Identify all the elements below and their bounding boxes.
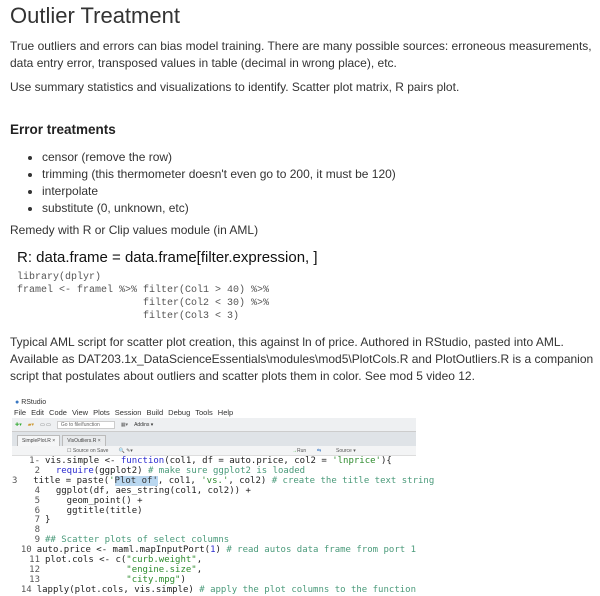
menu-build[interactable]: Build bbox=[146, 408, 164, 417]
line-number: 13 bbox=[29, 574, 40, 585]
code-token: geom_point() + bbox=[45, 495, 143, 506]
code-token: # read autos data frame from port 1 bbox=[226, 545, 416, 556]
list-item: • substitute (0, unknown, etc) bbox=[42, 200, 396, 217]
code-token: Plot of' bbox=[114, 475, 158, 486]
window-title-text: RStudio bbox=[21, 399, 47, 406]
main-toolbar bbox=[12, 418, 416, 432]
line-number: 4 bbox=[34, 485, 40, 496]
code-token: ggtitle(title) bbox=[45, 505, 143, 516]
addins-button[interactable]: Addins ▾ bbox=[134, 421, 154, 428]
rstudio-logo-icon: ● bbox=[15, 399, 20, 406]
code-line bbox=[12, 586, 416, 596]
line-number: 9 bbox=[34, 535, 40, 546]
run-label: Run bbox=[297, 447, 307, 454]
menu-plots[interactable]: Plots bbox=[93, 408, 110, 417]
page-title: Outlier Treatment bbox=[10, 3, 180, 28]
code-token: ' bbox=[109, 475, 115, 486]
open-project-icon[interactable]: ▰▾ bbox=[27, 421, 35, 428]
goto-input[interactable]: Go to file/function bbox=[57, 421, 115, 429]
code-token: require bbox=[55, 465, 94, 476]
code-token: , bbox=[196, 555, 203, 566]
code-token: plot.cols <- c( bbox=[45, 555, 127, 566]
code-token: vis.simple <- bbox=[45, 456, 121, 466]
code-token bbox=[45, 466, 56, 476]
code-token bbox=[45, 565, 126, 575]
code-editor[interactable] bbox=[12, 456, 435, 596]
code-token: ){ bbox=[380, 456, 392, 466]
code-token: lapply(plot.cols, vis.simple) bbox=[36, 584, 200, 595]
code-token: "engine.size" bbox=[126, 564, 197, 575]
new-file-icon[interactable]: ✚▾ bbox=[15, 421, 22, 428]
code-token: (col1, df = auto.price, col2 = bbox=[164, 456, 333, 466]
code-token: auto.price <- maml.mapInputPort( bbox=[36, 545, 211, 556]
rstudio-screenshot bbox=[12, 398, 435, 595]
editor-toolbar bbox=[12, 446, 416, 456]
menu-tools[interactable]: Tools bbox=[195, 408, 213, 417]
menu-help[interactable]: Help bbox=[217, 408, 234, 417]
line-number: 7 bbox=[34, 515, 40, 526]
r-code-block: library(dplyr) framel <- framel %>% filter(Col1 > 40) %>% filter(Col2 < 30) %>% filter(Col3 < 3) bbox=[17, 272, 270, 322]
code-token: # apply the plot columns to the function bbox=[199, 584, 416, 595]
line-number: 11 bbox=[29, 555, 40, 566]
line-number: 14 bbox=[20, 584, 32, 595]
list-item: • interpolate bbox=[42, 183, 396, 200]
line-number: 3 bbox=[12, 475, 18, 486]
grid-icon[interactable]: ▦▾ bbox=[120, 421, 129, 428]
line-number: 12 bbox=[29, 564, 40, 575]
code-token: # create the title text string bbox=[271, 475, 435, 486]
menu-file[interactable]: File bbox=[14, 408, 27, 417]
editor-tabs bbox=[12, 432, 416, 446]
code-token: ggplot(df, aes_string(col1, col2)) + bbox=[45, 485, 251, 496]
line-number: 6 bbox=[34, 505, 40, 516]
line-number: 2 bbox=[34, 465, 40, 476]
line-number: 10 bbox=[20, 545, 32, 556]
code-token: 'vs.' bbox=[201, 475, 229, 486]
code-token: "city.mpg" bbox=[126, 574, 181, 585]
tab-visoutliers[interactable]: VisOutliers.R × bbox=[62, 435, 105, 446]
run-button[interactable] bbox=[292, 448, 306, 454]
code-token: 'lnprice' bbox=[332, 456, 381, 466]
code-token: ) bbox=[180, 574, 186, 585]
code-token: } bbox=[45, 515, 51, 526]
menu-code[interactable]: Code bbox=[49, 408, 67, 417]
code-token: , bbox=[196, 564, 203, 575]
r-syntax-heading: R: data.frame = data.frame[filter.expression, ] bbox=[17, 249, 318, 266]
code-token bbox=[45, 575, 126, 585]
script-paragraph: Typical AML script for scatter plot creation, this against ln of price. Authored in RStudio, pasted into AML. Available as DAT203.1x_DataScienceEssentials\modules\mod5\PlotCols.R and PlotOutliers.R is a companion script that postulates about outliers and scatter plots them in color. See mod 5 video 12. bbox=[10, 335, 594, 383]
source-on-save-checkbox[interactable]: ☐ Source on Save bbox=[67, 447, 109, 454]
code-token: , col1, bbox=[157, 475, 202, 486]
section-heading: Error treatments bbox=[10, 122, 116, 137]
list-item: • trimming (this thermometer doesn't even go to 200, it must be 120) bbox=[42, 166, 396, 183]
code-line bbox=[12, 516, 416, 526]
window-title bbox=[12, 398, 416, 408]
rerun-icon[interactable]: ⇆ bbox=[317, 447, 322, 454]
menu-session[interactable]: Session bbox=[114, 408, 142, 417]
treatment-list bbox=[28, 149, 396, 217]
code-token: title = paste( bbox=[22, 475, 110, 486]
menu-debug[interactable]: Debug bbox=[168, 408, 191, 417]
menu-bar bbox=[12, 408, 416, 418]
code-token: , col2) bbox=[228, 475, 272, 486]
code-token: 1 bbox=[210, 545, 216, 556]
code-token: function bbox=[120, 456, 165, 466]
code-token: (ggplot2) bbox=[93, 465, 148, 476]
search-icon[interactable]: 🔍 ✎▾ bbox=[118, 447, 133, 454]
tab-simpleplot[interactable]: SimplePlot.R × bbox=[17, 435, 60, 446]
line-number: 5 bbox=[34, 495, 40, 506]
menu-view[interactable]: View bbox=[71, 408, 89, 417]
code-token: ) bbox=[215, 545, 227, 556]
remedy-text: Remedy with R or Clip values module (in AML) bbox=[10, 223, 259, 237]
code-token: # make sure ggplot2 is loaded bbox=[147, 465, 306, 476]
code-token: "curb.weight" bbox=[126, 555, 197, 566]
run-arrow-icon: → bbox=[292, 447, 297, 454]
menu-edit[interactable]: Edit bbox=[31, 408, 45, 417]
line-number: 8 bbox=[34, 525, 40, 536]
identify-paragraph: Use summary statistics and visualizations to identify. Scatter plot matrix, R pairs plot. bbox=[10, 80, 460, 94]
intro-paragraph: True outliers and errors can bias model training. There are many possible sources: erroneous measurements, data entry error, transposed values in table (decimal in wrong place), etc. bbox=[10, 39, 592, 70]
list-item: • censor (remove the row) bbox=[42, 149, 396, 166]
save-icon[interactable]: ▭ ▭ bbox=[40, 421, 51, 428]
source-button[interactable]: Source ▾ bbox=[336, 447, 356, 454]
line-number: 1- bbox=[29, 456, 40, 466]
code-token: ## Scatter plots of select columns bbox=[45, 535, 230, 546]
code-line bbox=[12, 507, 416, 517]
